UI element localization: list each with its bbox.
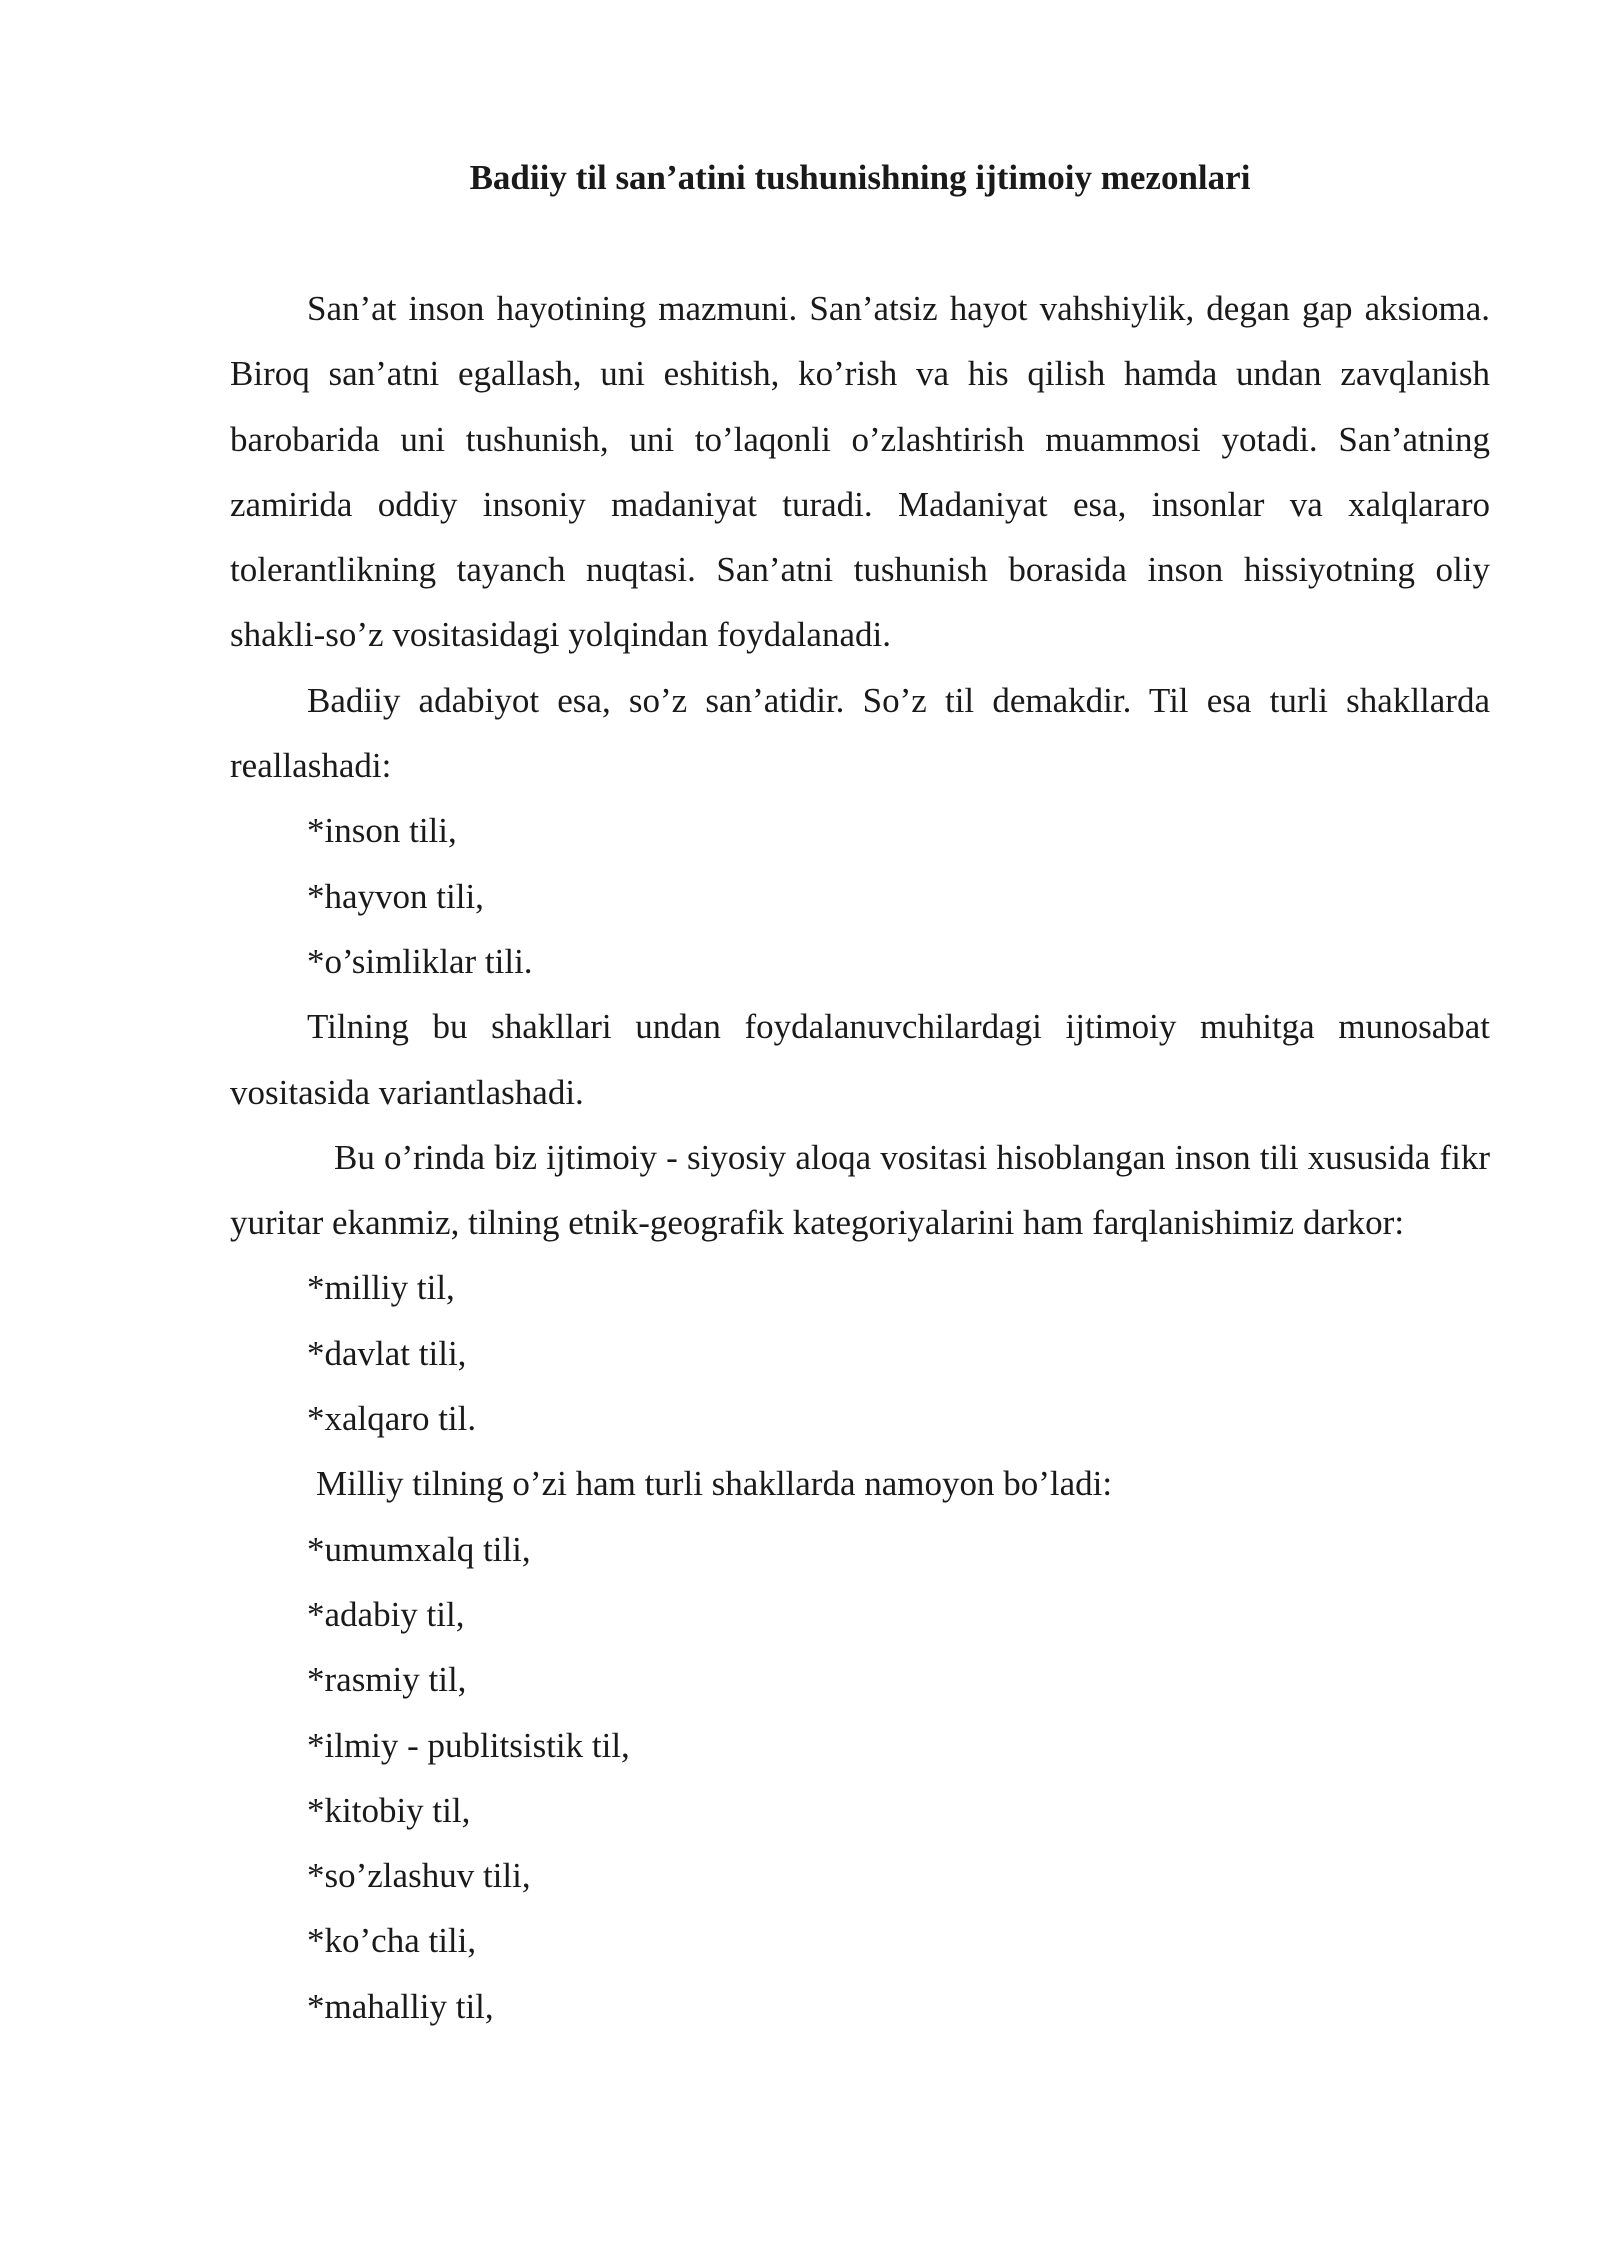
list-item: *davlat tili, (307, 1333, 467, 1373)
paragraph-4: Bu o’rinda biz ijtimoiy - siyosiy aloqa vositasi hisoblangan inson tili xususida fikr yuritar ekanmiz, tilning etnik-geografik kategoriyalarini ham farqlanishimiz darkor: (230, 1137, 1490, 1243)
list-national-language-forms (230, 1517, 1490, 2039)
paragraph-2: Badiiy adabiyot esa, so’z san’atidir. So’z til demakdir. Til esa turli shakllarda reallashadi: (230, 680, 1490, 786)
list-language-categories (230, 1255, 1490, 1451)
list-item: *rasmiy til, (307, 1660, 467, 1700)
list-item: *so’zlashuv tili, (307, 1856, 531, 1896)
list-item: *inson tili, (307, 811, 457, 851)
list-item: *ko’cha tili, (307, 1921, 477, 1961)
list-item: *hayvon tili, (307, 876, 484, 916)
list-item: *umumxalq tili, (307, 1529, 531, 1569)
list-language-kinds (230, 798, 1490, 994)
list-item: *o’simliklar tili. (307, 941, 533, 981)
list-item: *adabiy til, (307, 1594, 465, 1634)
paragraph-5: Milliy tilning o’zi ham turli shakllarda namoyon bo’ladi: (316, 1464, 1113, 1504)
paragraph-1: San’at inson hayotining mazmuni. San’atsiz hayot vahshiylik, degan gap aksioma. Biroq san’atni egallash, uni eshitish, ko’rish va his qilish hamda undan zavqlanish barobarida uni tushunish, uni to’laqonli o’zlashtirish muammosi yotadi. San’atning zamirida oddiy insoniy madaniyat turadi. Madaniyat esa, insonlar va xalqlararo tolerantlikning tayanch nuqtasi. San’atni tushunish borasida inson hissiyotning oliy shakli-so’z vositasidagi yolqindan foydalanadi. (230, 289, 1490, 655)
list-item: *ilmiy - publitsistik til, (307, 1725, 630, 1765)
list-item: *xalqaro til. (307, 1399, 477, 1439)
list-item: *milliy til, (307, 1268, 455, 1308)
document-body (230, 276, 1490, 2039)
list-item: *mahalliy til, (307, 1986, 494, 2026)
document-title: Badiiy til san’atini tushunishning ijtimoiy mezonlari (469, 158, 1251, 197)
paragraph-3: Tilning bu shakllari undan foydalanuvchilardagi ijtimoiy muhitga munosabat vositasida variantlashadi. (230, 1007, 1490, 1112)
list-item: *kitobiy til, (307, 1790, 471, 1830)
